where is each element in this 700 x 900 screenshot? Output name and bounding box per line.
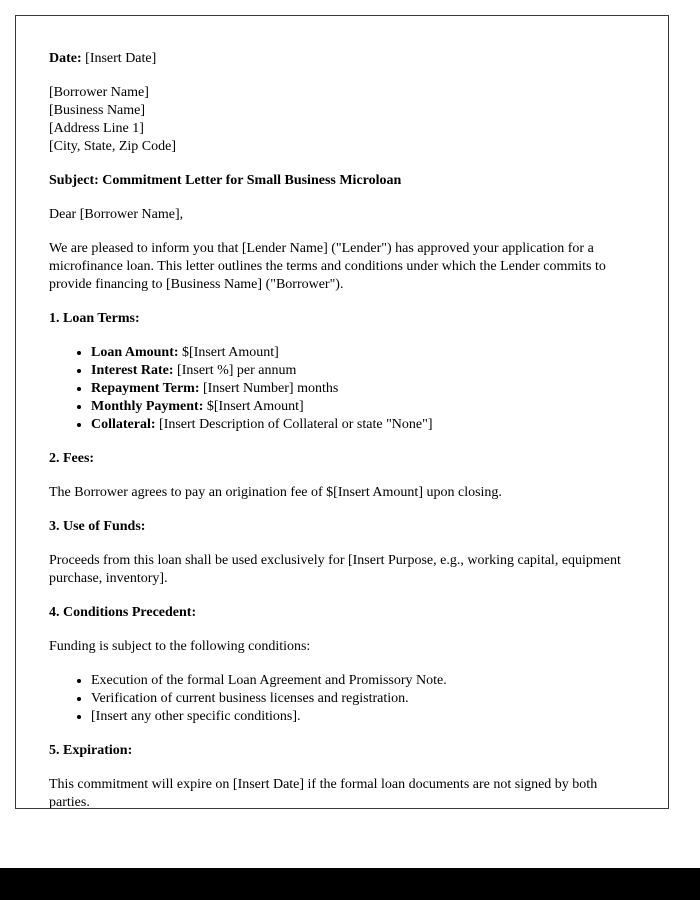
loan-term-item	[91, 344, 626, 362]
loan-term-label: Collateral:	[91, 417, 156, 432]
condition-item: • Execution of the formal Loan Agreement and Promissory Note.	[91, 672, 626, 690]
recipient-line-address: [Address Line 1]	[49, 121, 144, 136]
date-value: [Insert Date]	[81, 51, 157, 66]
intro-paragraph: We are pleased to inform you that [Lender Name] ("Lender") has approved your application for a microfinance loan. This letter outlines the terms and conditions under which the Lender commits to provide financing to [Business Name] ("Borrower").	[49, 241, 606, 292]
bottom-black-bar	[0, 868, 700, 900]
loan-term-item	[91, 416, 626, 434]
loan-term-label: Interest Rate:	[91, 363, 174, 378]
loan-term-value: [Insert Description of Collateral or state "None"]	[155, 417, 433, 432]
use-of-funds-paragraph: Proceeds from this loan shall be used exclusively for [Insert Purpose, e.g., working capital, equipment purchase, inventory].	[49, 553, 621, 586]
date-label: Date:	[49, 51, 82, 66]
loan-term-label: Repayment Term:	[91, 381, 200, 396]
conditions-intro: Funding is subject to the following conditions:	[49, 639, 311, 654]
conditions-list	[49, 672, 626, 726]
expiration-heading: 5. Expiration:	[49, 743, 133, 758]
loan-term-value: [Insert Number] months	[199, 381, 339, 396]
loan-term-item	[91, 380, 626, 398]
loan-term-label: Loan Amount:	[91, 345, 179, 360]
loan-term-value: $[Insert Amount]	[178, 345, 279, 360]
loan-term-item	[91, 398, 626, 416]
loan-terms-heading: 1. Loan Terms:	[49, 311, 140, 326]
loan-terms-list	[49, 344, 626, 434]
date-line	[49, 50, 626, 68]
recipient-line-business: [Business Name]	[49, 103, 146, 118]
loan-term-value: [Insert %] per annum	[173, 363, 297, 378]
letter-page	[15, 15, 669, 809]
condition-item: • Verification of current business licenses and registration.	[91, 690, 626, 708]
use-of-funds-heading: 3. Use of Funds:	[49, 519, 146, 534]
fees-paragraph: The Borrower agrees to pay an origination fee of $[Insert Amount] upon closing.	[49, 485, 502, 500]
recipient-line-city: [City, State, Zip Code]	[49, 139, 177, 154]
recipient-block	[49, 84, 626, 156]
fees-heading: 2. Fees:	[49, 451, 95, 466]
expiration-paragraph: This commitment will expire on [Insert Date] if the formal loan documents are not signed by both parties.	[49, 777, 598, 809]
condition-item: • [Insert any other specific conditions].	[91, 708, 626, 726]
loan-term-value: $[Insert Amount]	[203, 399, 304, 414]
conditions-heading: 4. Conditions Precedent:	[49, 605, 197, 620]
subject-line: Subject: Commitment Letter for Small Business Microloan	[49, 173, 402, 188]
loan-term-label: Monthly Payment:	[91, 399, 204, 414]
recipient-line-borrower: [Borrower Name]	[49, 85, 149, 100]
loan-term-item	[91, 362, 626, 380]
salutation: Dear [Borrower Name],	[49, 207, 184, 222]
